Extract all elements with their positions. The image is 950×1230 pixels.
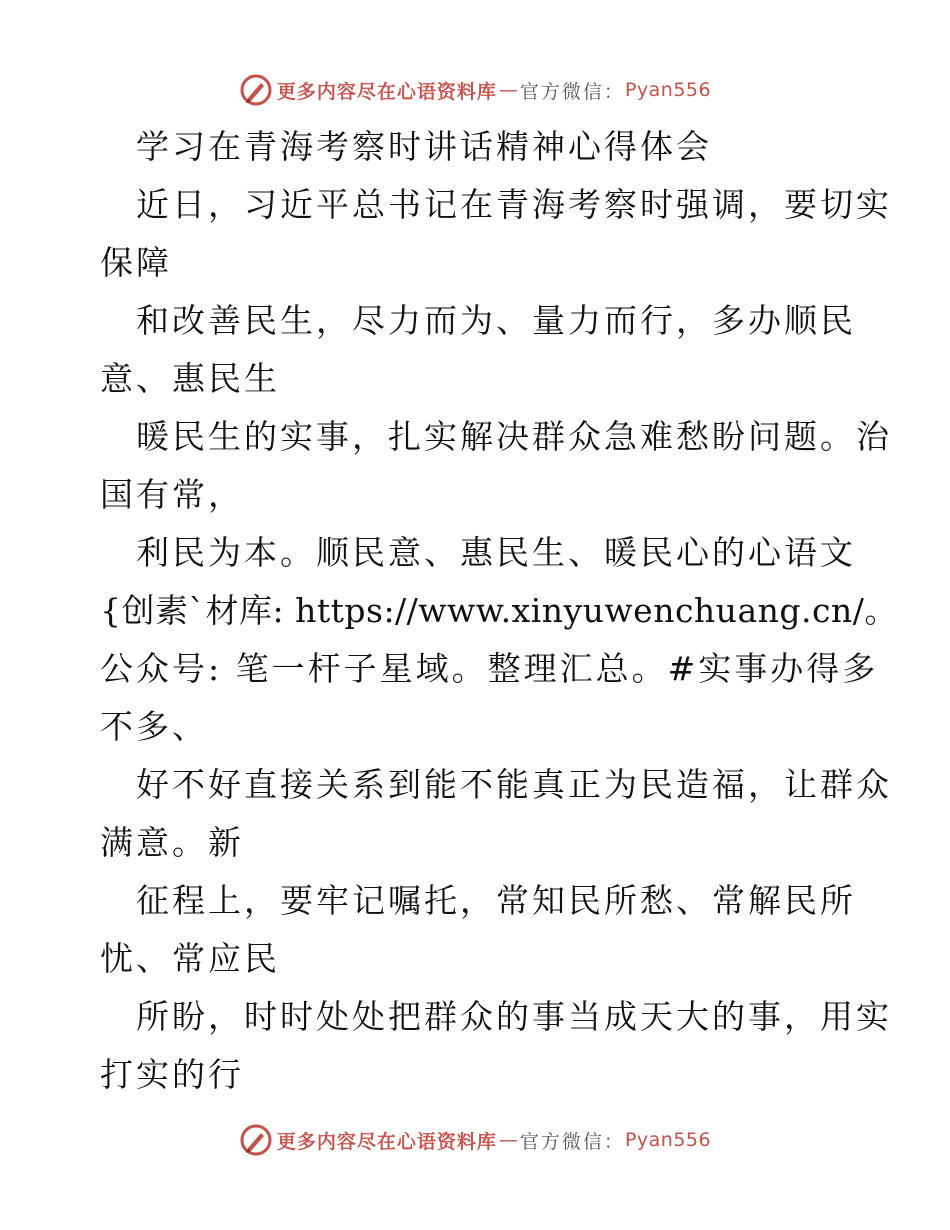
- text-line: 暖民生的实事，扎实解决群众急难愁盼问题。治: [136, 417, 892, 456]
- text-line: {创素`材库: https://www.xinyuwenchuang.cn/。: [100, 591, 898, 630]
- text-line: 好不好直接关系到能不能真正为民造福，让群众: [136, 765, 892, 804]
- header-banner: [0, 70, 950, 110]
- text-line: 和改善民生，尽力而为、量力而行，多办顺民: [136, 301, 856, 340]
- document-body: [100, 118, 898, 1104]
- text-line: 近日，习近平总书记在青海考察时强调，要切实: [136, 185, 892, 224]
- text-line: 国有常，: [100, 475, 244, 514]
- banner-wechat-id: Pyan556: [624, 1129, 712, 1151]
- text-line: 意、惠民生: [100, 359, 280, 398]
- footer-banner: [0, 1120, 950, 1160]
- text-line: 利民为本。顺民意、惠民生、暖民心的心语文: [136, 533, 856, 572]
- text-line: 保障: [100, 243, 172, 282]
- text-line: 公众号: 笔一杆子星域。整理汇总。#实事办得多: [100, 649, 879, 688]
- pen-logo-icon: [239, 1123, 273, 1157]
- banner-official-label: 官方微信：: [519, 80, 625, 103]
- banner-text: 更多内容尽在心语资料库: [276, 80, 497, 103]
- document-title: 学习在青海考察时讲话精神心得体会: [136, 127, 712, 166]
- banner-dash: —: [498, 79, 518, 101]
- banner-official-label: 官方微信：: [519, 1130, 625, 1153]
- text-line: 征程上，要牢记嘱托，常知民所愁、常解民所: [136, 881, 856, 920]
- pen-logo-icon: [239, 73, 273, 107]
- text-line: 满意。新: [100, 823, 244, 862]
- banner-dash: —: [498, 1129, 518, 1151]
- text-line: 所盼，时时处处把群众的事当成天大的事，用实: [136, 997, 892, 1036]
- banner-text: 更多内容尽在心语资料库: [276, 1130, 497, 1153]
- banner-wechat-id: Pyan556: [624, 79, 712, 101]
- text-line: 打实的行: [100, 1055, 244, 1094]
- text-line: 忧、常应民: [100, 939, 280, 978]
- text-line: 不多、: [100, 707, 208, 746]
